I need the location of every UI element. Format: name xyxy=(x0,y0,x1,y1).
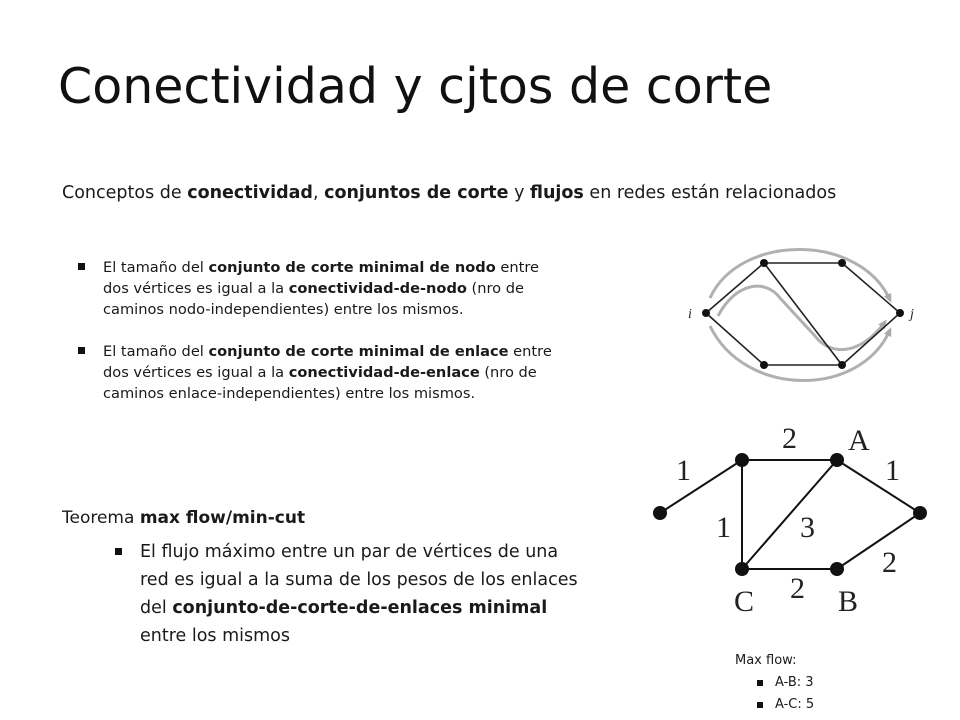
edge-left xyxy=(660,460,742,513)
node-i xyxy=(702,309,710,317)
edge-right-bottom xyxy=(837,513,920,569)
bullet-list xyxy=(78,257,558,425)
node-a xyxy=(830,453,844,467)
source-label: i xyxy=(688,307,692,322)
bullet-square-icon xyxy=(757,702,763,708)
edge xyxy=(842,263,900,313)
weight-right-top: 1 xyxy=(885,454,900,487)
bullet-square-icon xyxy=(78,263,85,270)
bullet-square-icon xyxy=(115,548,122,555)
weight-bottom: 2 xyxy=(790,572,805,605)
node-left xyxy=(653,506,667,520)
weight-vertical: 1 xyxy=(716,511,731,544)
bullet-square-icon xyxy=(78,347,85,354)
weight-top: 2 xyxy=(782,422,797,455)
node xyxy=(838,259,846,267)
label-a: A xyxy=(848,424,870,457)
label-b: B xyxy=(838,585,859,618)
node xyxy=(760,259,768,267)
node-top-left xyxy=(735,453,749,467)
bullet-node-cut: El tamaño del conjunto de corte minimal de nodo entre dos vértices es igual a la conectividad-de-nodo (nro de caminos nodo-independientes) entre los mismos. xyxy=(78,257,558,320)
flow-arc-bottom xyxy=(710,326,890,381)
node xyxy=(838,361,846,369)
node-j xyxy=(896,309,904,317)
weight-left: 1 xyxy=(676,454,691,487)
label-c: C xyxy=(734,585,755,618)
maxflow-item: A-C: 5 xyxy=(735,694,814,716)
bullet-square-icon xyxy=(757,680,763,686)
node xyxy=(760,361,768,369)
node-right xyxy=(913,506,927,520)
maxflow-item: A-B: 3 xyxy=(735,672,814,694)
edge xyxy=(764,263,842,365)
weight-right-bottom: 2 xyxy=(882,546,897,579)
weight-diagonal: 3 xyxy=(800,511,815,544)
maxflow-list xyxy=(735,650,814,716)
subtitle: Conceptos de conectividad, conjuntos de corte y flujos en redes están relacionados xyxy=(62,183,837,203)
edge-diagonal xyxy=(742,460,837,569)
path-diagram xyxy=(680,238,940,400)
flow-arc-middle xyxy=(718,286,885,349)
edge-right-top xyxy=(837,460,920,513)
bullet-edge-cut: El tamaño del conjunto de corte minimal de enlace entre dos vértices es igual a la conectividad-de-enlace (nro de caminos enlace-independientes) entre los mismos. xyxy=(78,341,558,404)
theorem-bullet: El flujo máximo entre un par de vértices de una red es igual a la suma de los pesos de los enlaces del conjunto-de-corte-de-enlaces minimal entre los mismos xyxy=(115,538,590,650)
weighted-graph xyxy=(640,412,940,628)
maxflow-label: Max flow: xyxy=(735,653,797,668)
slide-title: Conectividad y cjtos de corte xyxy=(58,58,773,115)
node-c xyxy=(735,562,749,576)
theorem-heading: Teorema max flow/min-cut xyxy=(62,508,306,528)
target-label: j xyxy=(910,307,914,322)
node-b xyxy=(830,562,844,576)
